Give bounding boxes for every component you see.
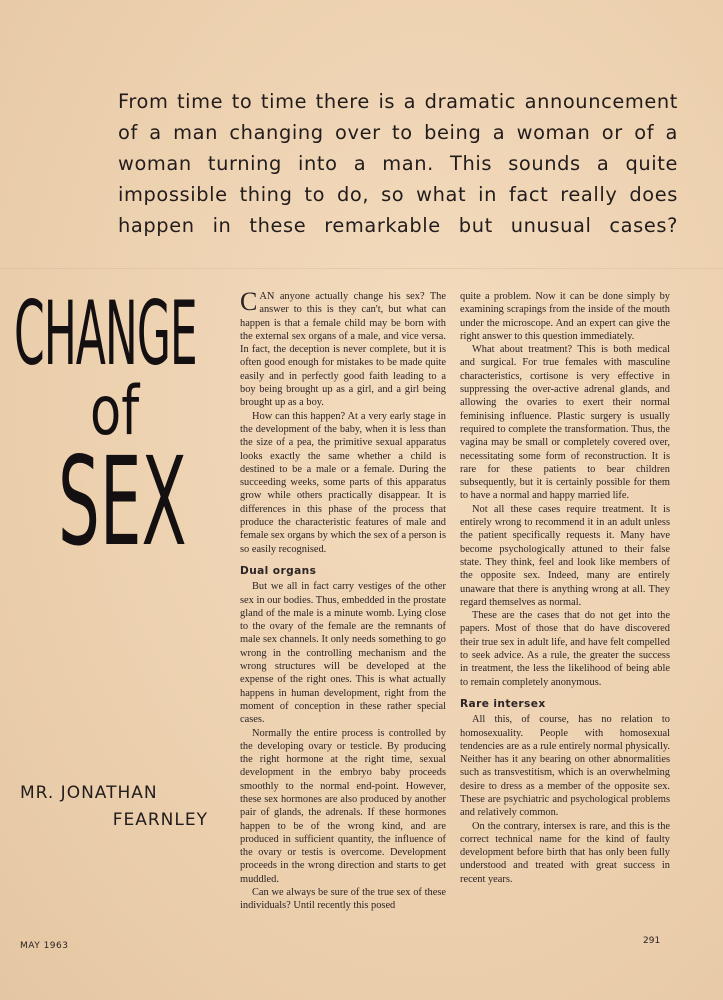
article-column-2 xyxy=(460,290,670,886)
intro-standfirst xyxy=(118,86,678,241)
paragraph: How can this happen? At a very early stage in the development of the baby, when it is less than the size of a pea, the primitive sexual apparatus looks exactly the same whether a child is destined to be a male or a female. During the succeeding weeks, some parts of this apparatus grow while others practically disappear. It is differences in this phase of the process that produce the characteristic features of male and female sex organs by which the sex of a person is so easily recognised. xyxy=(240,410,446,555)
paragraph: But we all in fact carry vestiges of the other sex in our bodies. Thus, embedded in the prostate gland of the male is a minute womb. Lying close to the ovary of the female are the remnants of male sex channels. It only needs something to go wrong in the controlling mechanism and the wrong structures will be developed at the expense of the right ones. This is what actually happens in human development, right from the moment of conception in these rather special cases. xyxy=(240,581,446,726)
paragraph: Not all these cases require treatment. It is entirely wrong to recommend it in an adult unless the patient specifically requests it. Many have become psychologically attuned to their false state. They think, feel and look like members of the opposite sex. Indeed, many are entirely unaware that there is anything wrong at all. They regard themselves as normal. xyxy=(460,503,670,608)
drop-cap: C xyxy=(240,287,258,316)
paragraph: Can we always be sure of the true sex of these individuals? Until recently this posed xyxy=(240,887,446,912)
issue-date: MAY 1963 xyxy=(20,941,69,951)
author-line-1: MR. JONATHAN xyxy=(20,783,158,803)
page-fold xyxy=(0,268,723,269)
subheading-dual-organs: Dual organs xyxy=(240,564,317,577)
title-change: CHANGE xyxy=(14,282,197,385)
intro-line: woman turning into a man. This sounds a quite xyxy=(118,152,678,175)
subheading-rare-intersex: Rare intersex xyxy=(460,697,546,710)
paragraph: Normally the entire process is controlled by the developing ovary or testicle. By producing the right hormone at the right time, sexual development in the embryo baby proceeds smoothly to the normal end-point. However, these sex hormones are also produced by another pair of glands, the adrenals. If these hormones happen to be of the wrong kind, and are produced in sufficient quantity, the influence of the ovary or testis is overcome. Development proceeds in the wrong direction and starts to get muddled. xyxy=(240,727,446,885)
page-number: 291 xyxy=(643,936,661,946)
article-column-1 xyxy=(240,287,446,913)
intro-line: of a man changing over to being a woman or of a xyxy=(118,121,678,144)
intro-line: happen in these remarkable but unusual cases? xyxy=(118,214,678,237)
paragraph: quite a problem. Now it can be done simply by examining scrapings from the inside of the mouth under the microscope. And an expert can give the right answer to this question immediately. xyxy=(460,291,670,342)
paragraph: On the contrary, intersex is rare, and this is the correct technical name for the kind of faulty development before birth that has only been fully understood and treated with great success in recent years. xyxy=(460,820,670,885)
paragraph: All this, of course, has no relation to homosexuality. People with homosexual tendencies are as a rule entirely normal physically. Neither has it any bearing on other abnormalities such as transvestitism, which is an overwhelming desire to dress as a member of the opposite sex. These are psychiatric and psychological problems and relatively common. xyxy=(460,714,670,819)
title-sex: SEX xyxy=(58,431,187,573)
paragraph: What about treatment? This is both medical and surgical. For true females with masculine characteristics, cortisone is very effective in suppressing the over-active adrenal glands, and allowing the ovaries to exert their normal feminising influence. Plastic surgery is usually required to complete the transformation. Thus, the vagina may be small or completely covered over, necessitating some form of reconstruction. It is rare for these patients to bear children subsequently, but it is certainly possible for them to have a normal and happy married life. xyxy=(460,344,670,502)
intro-line: impossible thing to do, so what in fact really does xyxy=(118,183,678,206)
paragraph: These are the cases that do not get into the papers. Most of those that do have discovered their true sex in adult life, and have felt compelled to seek advice. As a rule, the greater the success in treatment, the less the likelihood of being able to remain completely anonymous. xyxy=(460,610,670,688)
paragraph: CAN anyone actually change his sex? The answer to this is they can't, but what can happen is that a female child may be born with the external sex organs of a male, and vice versa. In fact, the deception is never complete, but it is often good enough for mistakes to be made quite easily and in perfectly good faith leading to a boy being brought up as a girl, and a girl being brought up as a boy. xyxy=(240,287,446,409)
author-line-2: FEARNLEY xyxy=(112,810,208,830)
title-of: of xyxy=(90,372,140,451)
author-byline xyxy=(20,780,208,834)
intro-line: From time to time there is a dramatic announcement xyxy=(118,90,678,113)
